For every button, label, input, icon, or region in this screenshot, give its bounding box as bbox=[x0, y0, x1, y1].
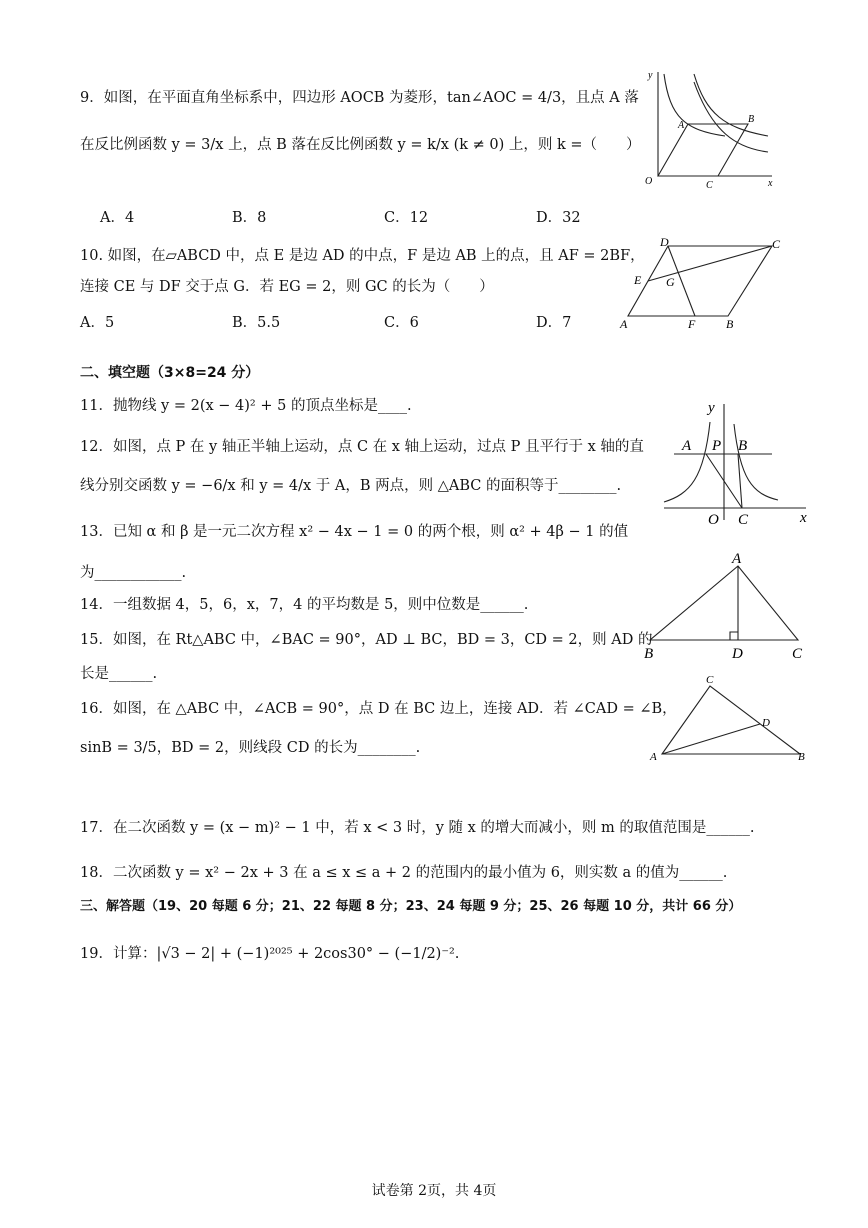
section-3-heading: 三、解答题（19、20 每题 6 分；21、22 每题 8 分；23、24 每题 9 分；25、26 每题 10 分，共计 66 分） bbox=[80, 899, 742, 914]
q9-option-b: B．8 bbox=[232, 210, 267, 226]
q13-line2: 为____________. bbox=[80, 565, 187, 581]
q10-label-c: C bbox=[772, 237, 781, 251]
q9-label-b: B bbox=[748, 114, 755, 125]
q12-line2: 线分别交函数 y = −6/x 和 y = 4/x 于 A，B 两点，则 △ABC 的面积等于________. bbox=[80, 478, 622, 494]
q12-label-y: y bbox=[708, 400, 715, 416]
q15-line1: 15．如图，在 Rt△ABC 中，∠BAC = 90°，AD ⊥ BC，BD = 3，CD = 2，则 AD 的 bbox=[80, 632, 653, 648]
q10-label-g: G bbox=[666, 275, 675, 289]
q9-line2: 在反比例函数 y = 3/x 上，点 B 落在反比例函数 y = k/x (k ≠ 0) 上，则 k =（ ） bbox=[80, 137, 641, 153]
q12-label-a: A bbox=[682, 438, 692, 454]
q16-line1: 16．如图，在 △ABC 中，∠ACB = 90°，点 D 在 BC 边上，连接 AD．若 ∠CAD = ∠B， bbox=[80, 701, 677, 717]
q10-label-f: F bbox=[688, 317, 696, 331]
q12-line1: 12．如图，点 P 在 y 轴正半轴上运动，点 C 在 x 轴上运动，过点 P 且平行于 x 轴的直 bbox=[80, 439, 644, 455]
q11-text: 11．抛物线 y = 2(x − 4)² + 5 的顶点坐标是____. bbox=[80, 398, 412, 414]
q13-line1: 13．已知 α 和 β 是一元二次方程 x² − 4x − 1 = 0 的两个根，则 α² + 4β − 1 的值 bbox=[80, 524, 629, 540]
q15-line2: 长是______. bbox=[80, 666, 158, 682]
q10-option-a: A．5 bbox=[80, 315, 115, 331]
q15-label-a: A bbox=[732, 551, 742, 567]
q16-label-c: C bbox=[706, 674, 714, 686]
page-footer: 试卷第 2页，共 4页 bbox=[371, 1183, 497, 1199]
q16-figure bbox=[648, 672, 812, 768]
q10-line2: 连接 CE 与 DF 交于点 G．若 EG = 2，则 GC 的长为（ ） bbox=[80, 279, 494, 295]
q10-label-e: E bbox=[634, 273, 642, 287]
q10-label-d: D bbox=[660, 235, 669, 249]
q15-label-c: C bbox=[792, 646, 803, 662]
q12-label-p: P bbox=[712, 438, 722, 454]
q15-label-d: D bbox=[732, 646, 743, 662]
q9-line1: 9．如图，在平面直角坐标系中，四边形 AOCB 为菱形，tan∠AOC = 4/3，且点 A 落 bbox=[80, 90, 639, 106]
q17-text: 17．在二次函数 y = (x − m)² − 1 中，若 x < 3 时，y 随 x 的增大而减小，则 m 的取值范围是______. bbox=[80, 820, 755, 836]
q9-label-y: y bbox=[648, 70, 653, 81]
q9-option-d: D．32 bbox=[536, 210, 581, 226]
q16-label-a: A bbox=[650, 751, 657, 763]
q9-figure bbox=[640, 66, 780, 190]
q10-line1: 10. 如图，在▱ABCD 中，点 E 是边 AD 的中点，F 是边 AB 上的点，且 AF = 2BF， bbox=[80, 248, 645, 264]
q12-label-c: C bbox=[738, 512, 749, 528]
q15-label-b: B bbox=[644, 646, 654, 662]
q9-label-x: x bbox=[768, 178, 773, 189]
q16-label-d: D bbox=[762, 717, 770, 729]
q18-text: 18．二次函数 y = x² − 2x + 3 在 a ≤ x ≤ a + 2 的范围内的最小值为 6，则实数 a 的值为______. bbox=[80, 865, 728, 881]
section-2-heading: 二、填空题（3×8=24 分） bbox=[80, 365, 260, 381]
q10-option-c: C．6 bbox=[384, 315, 419, 331]
q10-option-d: D．7 bbox=[536, 315, 572, 331]
q15-figure bbox=[640, 550, 808, 662]
q12-label-o: O bbox=[708, 512, 719, 528]
q12-label-x: x bbox=[800, 510, 807, 526]
q9-label-a: A bbox=[678, 120, 685, 131]
q9-option-c: C．12 bbox=[384, 210, 429, 226]
q16-label-b: B bbox=[798, 751, 805, 763]
q19-text: 19．计算：|√3 − 2| + (−1)²⁰²⁵ + 2cos30° − (−1/2)⁻². bbox=[80, 946, 460, 962]
q9-option-a: A．4 bbox=[100, 210, 135, 226]
q10-label-b: B bbox=[726, 317, 734, 331]
q9-label-o: O bbox=[645, 176, 653, 187]
q16-line2: sinB = 3/5，BD = 2，则线段 CD 的长为________. bbox=[80, 740, 421, 756]
q14-text: 14．一组数据 4，5，6，x，7，4 的平均数是 5，则中位数是______. bbox=[80, 597, 529, 613]
q9-label-c: C bbox=[706, 180, 713, 191]
q12-label-b: B bbox=[738, 438, 748, 454]
q10-figure bbox=[616, 234, 792, 334]
q12-figure bbox=[660, 398, 816, 528]
q10-option-b: B．5.5 bbox=[232, 315, 281, 331]
q10-label-a: A bbox=[620, 317, 628, 331]
